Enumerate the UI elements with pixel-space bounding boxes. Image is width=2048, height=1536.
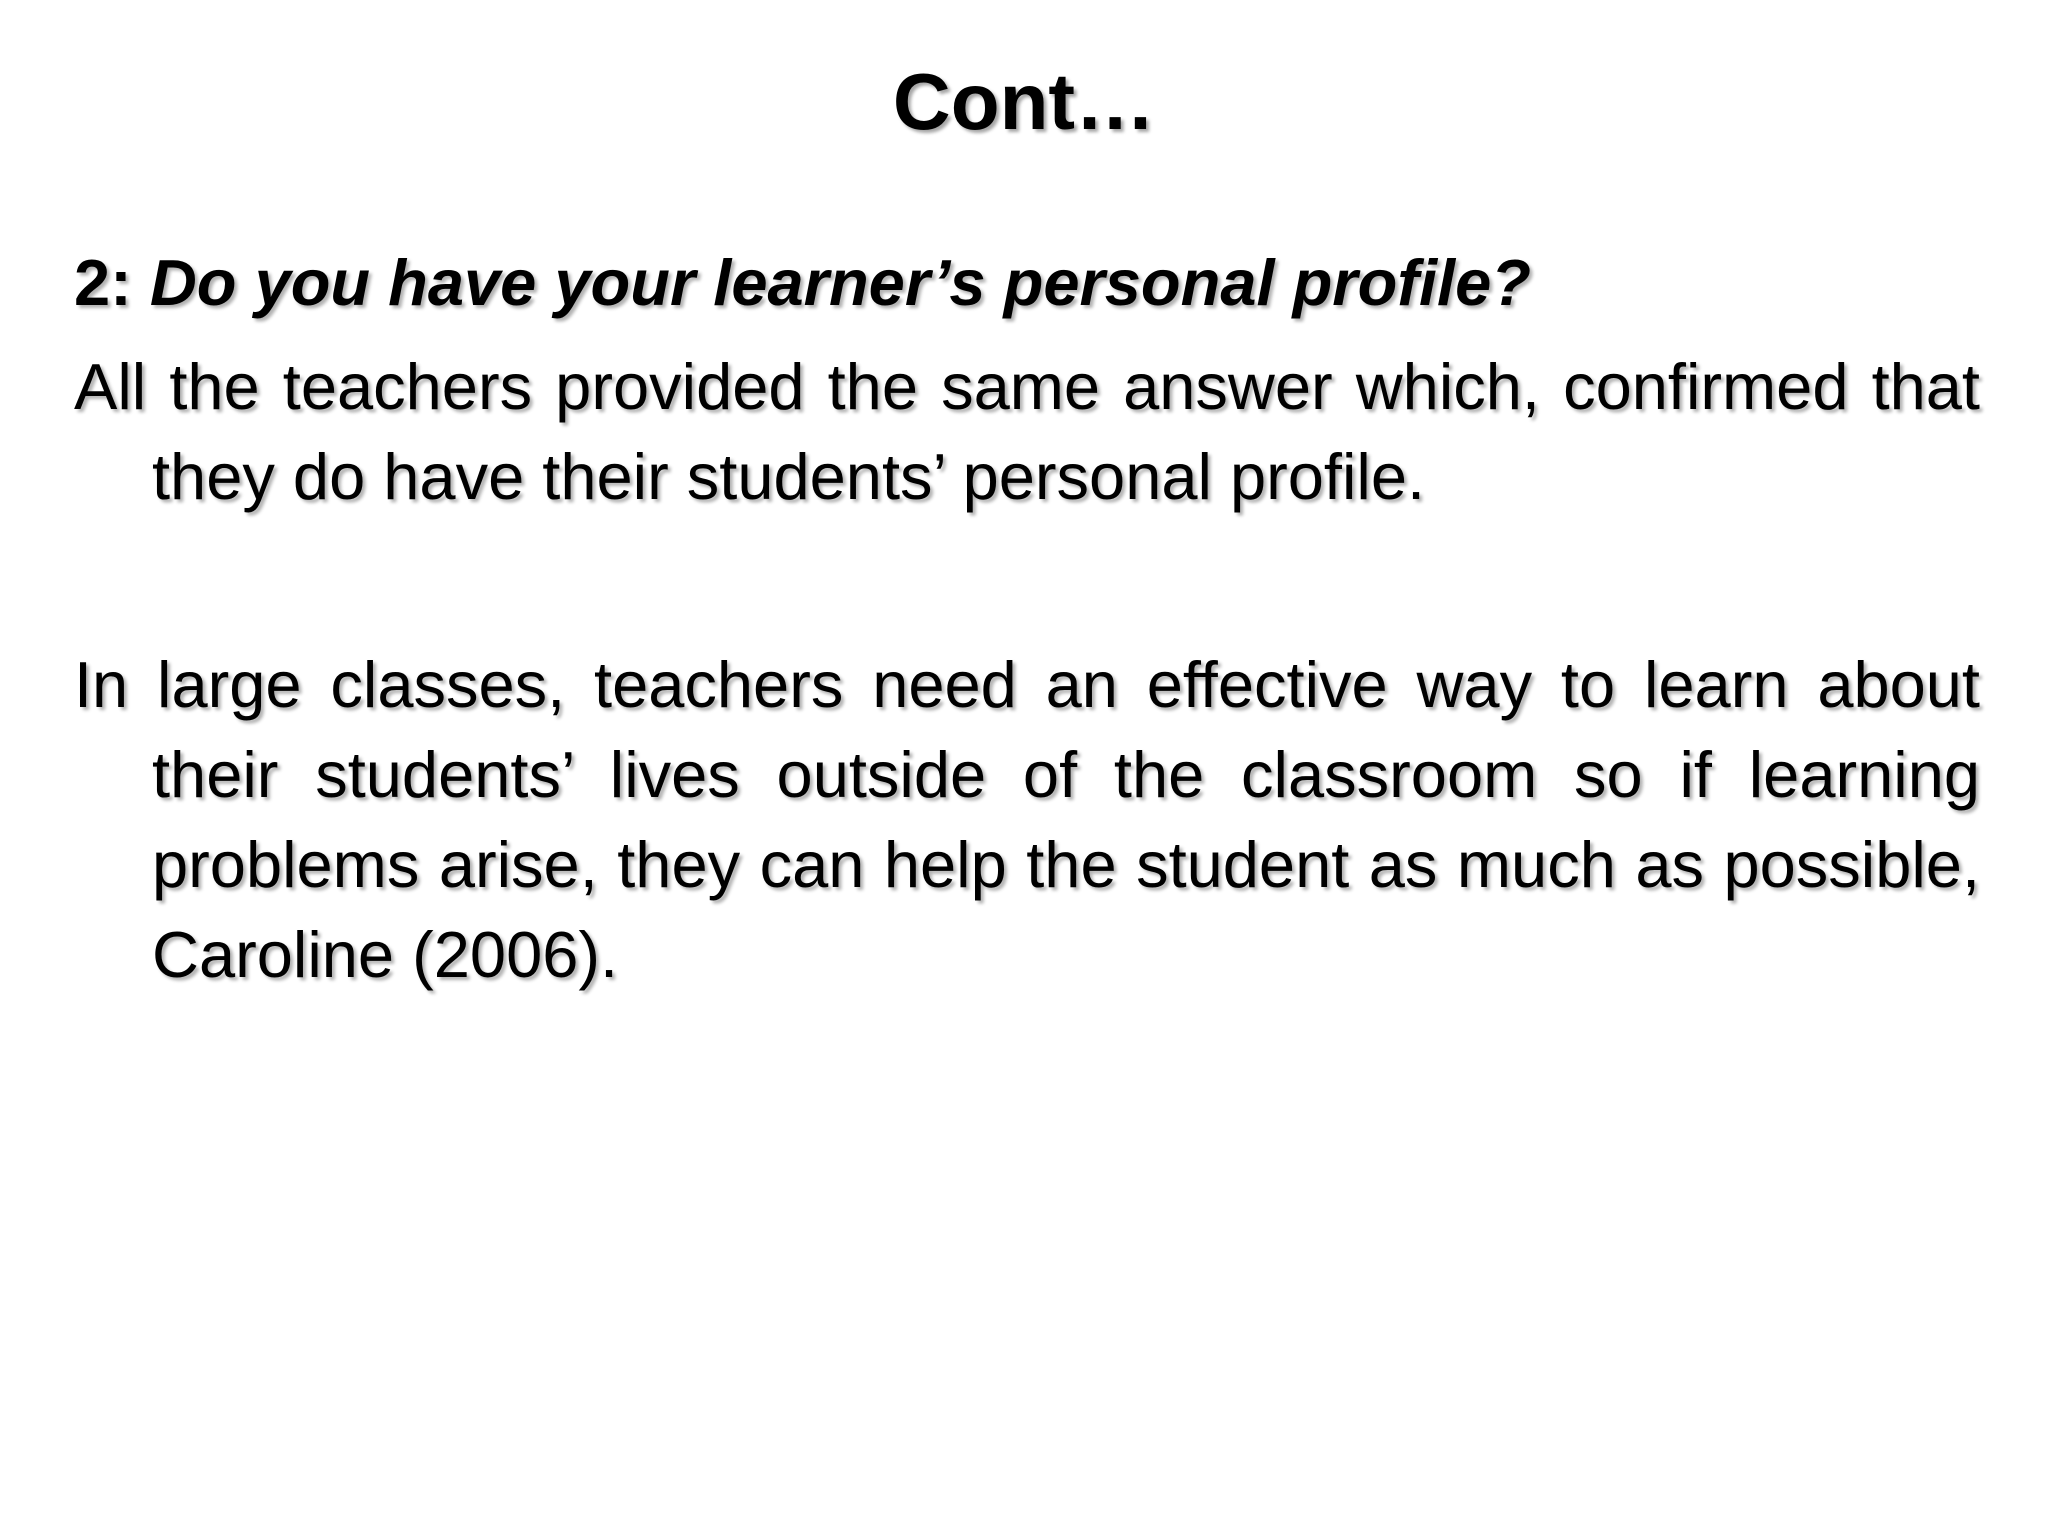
slide-content	[74, 238, 1980, 1000]
slide-title: Cont…	[892, 57, 1156, 146]
question-number: 2:	[74, 246, 132, 319]
answer-paragraph: All the teachers provided the same answer which, confirmed that they do have their students’ personal profile.	[74, 350, 1980, 513]
question-text: Do you have your learner’s personal profile?	[149, 246, 1531, 319]
literature-paragraph: In large classes, teachers need an effective way to learn about their students’ lives outside of the classroom so if learning problems arise, they can help the student as much as possible, Caroline (2006).	[74, 648, 1980, 991]
paragraph-spacer	[74, 522, 1980, 640]
question-line	[74, 238, 1980, 328]
